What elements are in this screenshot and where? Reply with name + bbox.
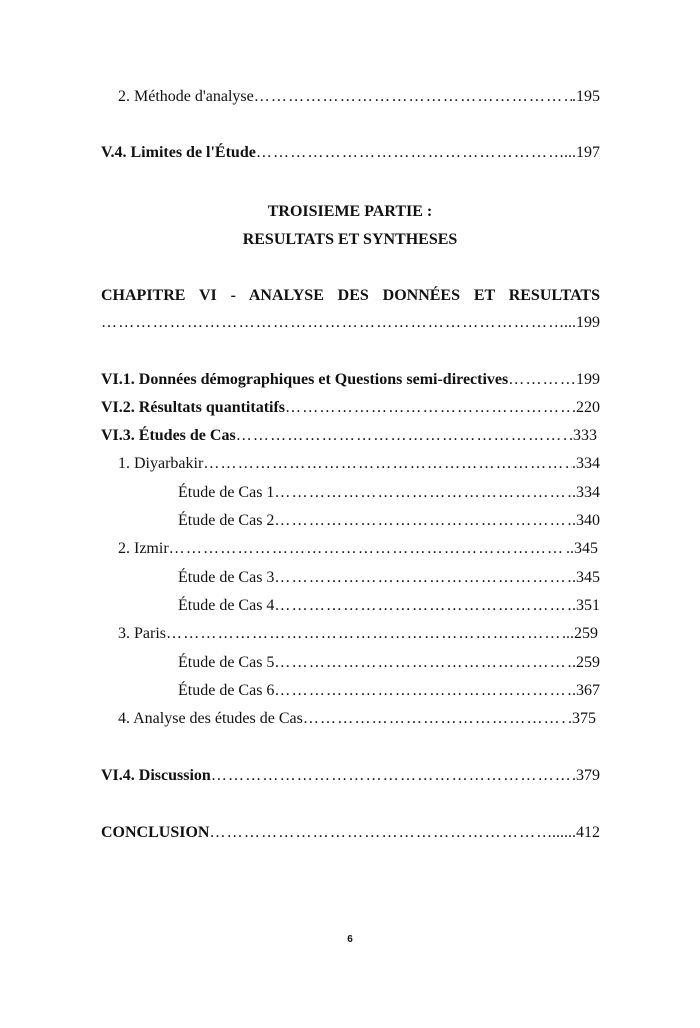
chapter-leader[interactable] — [101, 312, 600, 334]
leader-dots — [274, 680, 572, 702]
toc-entry[interactable] — [118, 538, 598, 560]
toc-label: V.4. Limites de l'Étude — [101, 144, 256, 161]
toc-entry[interactable] — [101, 765, 600, 787]
toc-label: 2. Izmir — [118, 540, 169, 557]
toc-label: VI.1. Données démographiques et Questions semi-directives — [101, 371, 509, 388]
page-number: 6 — [347, 934, 353, 945]
leader-dots — [285, 397, 572, 419]
toc-entry[interactable] — [118, 86, 600, 108]
toc-page: ..345 — [566, 540, 598, 557]
toc-page: .345 — [572, 569, 600, 586]
toc-page: .375 — [568, 710, 596, 727]
toc-page: .379 — [572, 767, 600, 784]
toc-page: .220 — [572, 399, 600, 416]
chapter-title[interactable]: CHAPITRE VI - ANALYSE DES DONNÉES ET RESULTATS — [101, 287, 600, 304]
leader-dots — [236, 425, 569, 447]
leader-dots — [274, 567, 572, 589]
toc-entry[interactable] — [118, 453, 600, 475]
toc-page: .259 — [572, 654, 600, 671]
toc-entry[interactable] — [101, 425, 597, 447]
leader-dots — [101, 312, 564, 334]
leader-dots — [203, 453, 572, 475]
toc-entry[interactable] — [178, 652, 600, 674]
toc-label: Étude de Cas 1 — [178, 484, 275, 501]
leader-dots — [274, 595, 572, 617]
toc-page: .195 — [572, 88, 600, 105]
toc-label: Étude de Cas 6 — [178, 682, 275, 699]
part-subtitle: RESULTATS ET SYNTHESES — [242, 231, 458, 248]
leader-dots — [209, 822, 552, 844]
toc-entry[interactable] — [178, 595, 600, 617]
toc-label: CONCLUSION — [101, 824, 210, 841]
toc-page: .333 — [569, 427, 597, 444]
leader-dots — [169, 538, 566, 560]
toc-label: Étude de Cas 4 — [178, 597, 275, 614]
leader-dots — [254, 86, 572, 108]
toc-entry[interactable] — [178, 482, 600, 504]
toc-label: VI.2. Résultats quantitatifs — [101, 399, 286, 416]
leader-dots — [166, 623, 562, 645]
toc-label: 3. Paris — [118, 625, 166, 642]
toc-label: Étude de Cas 5 — [178, 654, 275, 671]
toc-entry[interactable] — [101, 397, 600, 419]
toc-entry[interactable] — [101, 822, 600, 844]
toc-label: 4. Analyse des études de Cas — [118, 710, 303, 727]
toc-page: ...197 — [564, 144, 600, 161]
toc-entry[interactable] — [101, 369, 600, 391]
leader-dots — [211, 765, 572, 787]
leader-dots — [274, 652, 572, 674]
toc-entry[interactable] — [178, 567, 600, 589]
leader-dots — [508, 369, 576, 391]
toc-label: 1. Diyarbakir — [118, 455, 204, 472]
toc-page: ...259 — [562, 625, 598, 642]
toc-entry[interactable] — [178, 680, 600, 702]
toc-entry[interactable] — [101, 142, 600, 164]
leader-dots — [256, 142, 564, 164]
toc-page: .334 — [572, 455, 600, 472]
toc-entry[interactable] — [118, 708, 596, 730]
toc-page: .340 — [572, 512, 600, 529]
toc-page: .367 — [572, 682, 600, 699]
toc-label: Étude de Cas 3 — [178, 569, 275, 586]
leader-dots — [274, 482, 572, 504]
toc-page: ...199 — [564, 314, 600, 331]
toc-page: .334 — [572, 484, 600, 501]
toc-label: VI.3. Études de Cas — [101, 427, 236, 444]
toc-page: ......412 — [552, 824, 600, 841]
toc-page: 199 — [576, 371, 600, 388]
leader-dots — [303, 708, 568, 730]
leader-dots — [274, 510, 572, 532]
toc-label: Étude de Cas 2 — [178, 512, 275, 529]
toc-page: .351 — [572, 597, 600, 614]
toc-entry[interactable] — [178, 510, 600, 532]
toc-label: 2. Méthode d'analyse — [118, 88, 254, 105]
toc-label: VI.4. Discussion — [101, 767, 211, 784]
part-title: TROISIEME PARTIE : — [267, 203, 433, 220]
toc-entry[interactable] — [118, 623, 598, 645]
